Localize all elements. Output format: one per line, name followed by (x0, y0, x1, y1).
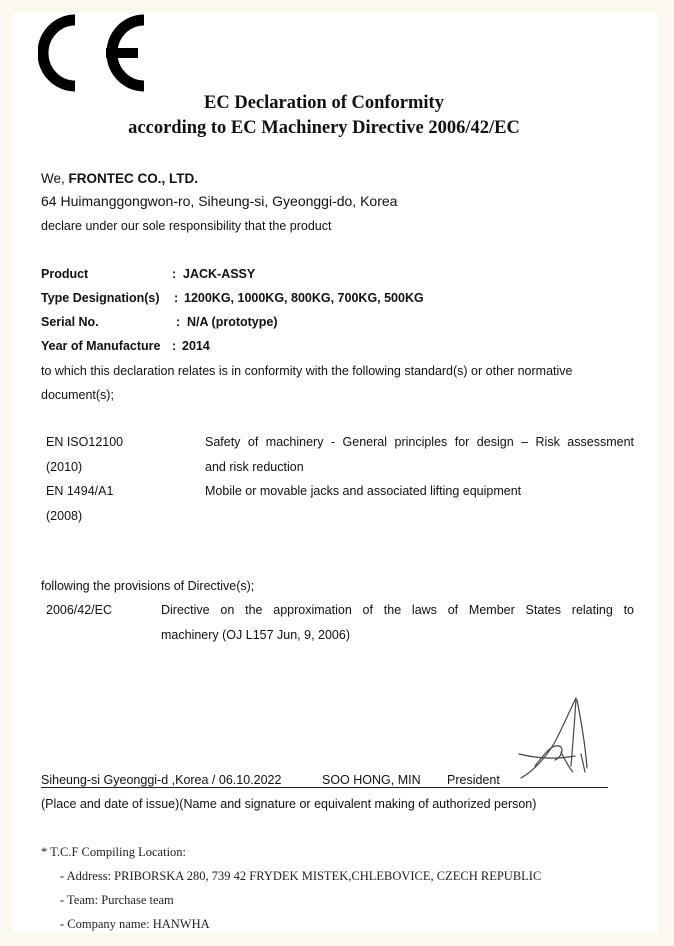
product-label: Product (41, 267, 89, 281)
tcf-heading: * T.C.F Compiling Location: (41, 845, 187, 859)
product-value: JACK-ASSY (183, 267, 256, 281)
directive-description-cont: machinery (OJ L157 Jun, 9, 2006) (161, 628, 350, 642)
serial-sep: : (176, 315, 181, 329)
standard-code: EN ISO12100 (46, 435, 124, 449)
tcf-company: - Company name: HANWHA (60, 917, 210, 931)
directive-description: Directive on the approximation of the laws of Member States relating to (161, 603, 634, 617)
tcf-address: - Address: PRIBORSKA 280, 739 42 FRYDEK MISTEK,CHLEBOVICE, CZECH REPUBLIC (60, 869, 542, 883)
year-sep: : (172, 339, 177, 353)
title-line-1: EC Declaration of Conformity (204, 93, 444, 113)
place-date: Siheung-si Gyeonggi-d ,Korea / 06.10.2022 (41, 773, 282, 787)
provisions-heading: following the provisions of Directive(s); (41, 579, 255, 593)
signatory-name: SOO HONG, MIN (322, 773, 421, 787)
signatory-title: President (447, 773, 500, 787)
tcf-team: - Team: Purchase team (60, 893, 174, 907)
type-designation-sep: : (174, 291, 179, 305)
title-line-2: according to EC Machinery Directive 2006/42/EC (128, 118, 520, 138)
year-label: Year of Manufacture (41, 339, 161, 353)
product-sep: : (172, 267, 177, 281)
handwritten-signature (515, 694, 595, 784)
manufacturer-name: FRONTEC CO., LTD. (68, 171, 199, 186)
conformity-line-1: to which this declaration relates is in conformity with the following standard(s) or other normative (41, 364, 573, 378)
signature-line (41, 787, 608, 788)
standard-year: (2008) (46, 509, 83, 523)
manufacturer-address: 64 Huimanggongwon-ro, Siheung-si, Gyeonggi-do, Korea (41, 193, 398, 209)
standard-description: Mobile or movable jacks and associated lifting equipment (205, 484, 522, 498)
ce-mark-logo (38, 14, 154, 92)
standard-description: Safety of machinery - General principles for design – Risk assessment (205, 435, 634, 449)
we-label: We, (41, 171, 65, 186)
year-value: 2014 (182, 339, 210, 353)
manufacturer-line (41, 171, 198, 186)
serial-value: N/A (prototype) (187, 315, 278, 329)
declare-line: declare under our sole responsibility that the product (41, 219, 332, 233)
standard-description-cont: and risk reduction (205, 460, 304, 474)
standard-code: EN 1494/A1 (46, 484, 114, 498)
type-designation-label: Type Designation(s) (41, 291, 160, 305)
standard-year: (2010) (46, 460, 83, 474)
serial-label: Serial No. (41, 315, 99, 329)
conformity-line-2: document(s); (41, 388, 114, 402)
type-designation-value: 1200KG, 1000KG, 800KG, 700KG, 500KG (184, 291, 424, 305)
directive-code: 2006/42/EC (46, 603, 113, 617)
signature-caption: (Place and date of issue)(Name and signature or equivalent making of authorized person) (41, 797, 537, 811)
document-page (13, 13, 658, 933)
